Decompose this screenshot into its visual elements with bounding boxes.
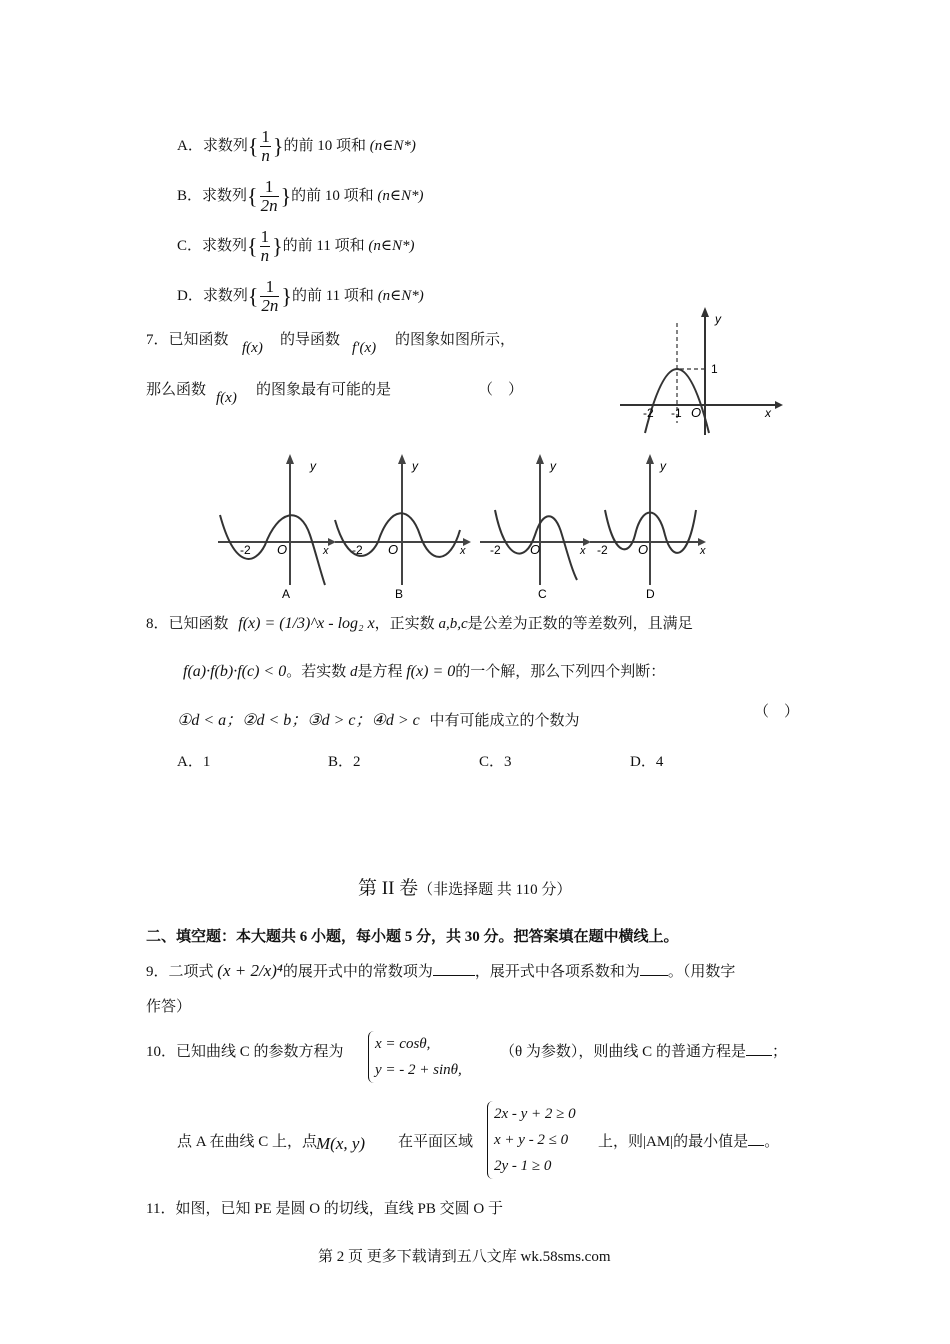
fig-tick-1: 1 (711, 362, 718, 376)
q7-bracket: （ ） (478, 382, 524, 398)
q9-line1: 9．二项式 (x + 2/x)⁴的展开式中的常数项为 ，展开式中各项系数和为 。（用数字 (146, 961, 736, 980)
derivative-graph (615, 305, 785, 440)
x-axis-arrow-icon (775, 401, 783, 409)
page-footer: 第 2 页 更多下载请到五八文库 wk.58sms.com (318, 1249, 611, 1265)
fig-x-label: x (765, 406, 771, 420)
q6-option-b: B．求数列{ $\frac{1}{2n}$ }的前 10 项和 (n∈N*) (177, 177, 424, 215)
q7-line1: 7．已知函数 (146, 332, 229, 348)
q7-line2b: 的图象最有可能的是 (256, 382, 392, 398)
choice-d-label: D (646, 587, 655, 601)
q8-option-c: C．3 (479, 754, 512, 770)
q8-option-a: A．1 (177, 754, 211, 770)
q11-text: 11．如图，已知 PE 是圆 O 的切线，直线 PB 交圆 O 于 (146, 1201, 503, 1217)
q10-constraints: 2x - y + 2 ≥ 0 x + y - 2 ≤ 0 2y - 1 ≥ 0 (487, 1101, 576, 1179)
fig-origin: O (691, 405, 702, 420)
y-axis-arrow-icon (701, 307, 709, 317)
q8-bracket: （ ） (754, 704, 800, 720)
q10-line2a: 点 A 在曲线 C 上，点 (177, 1134, 318, 1150)
svg-text:y: y (660, 459, 666, 473)
svg-text:O: O (277, 542, 288, 557)
q7-fx: f(x) (242, 340, 263, 356)
q10-line2b: 在平面区域 (398, 1134, 474, 1150)
choice-c-label: C (538, 587, 547, 601)
q8-line2: f(a)·f(b)·f(c) < 0。若实数 d是方程 f(x) = 0的一个解，那么下列四个判断： (183, 663, 666, 680)
q7-fpx: f′(x) (352, 340, 377, 356)
choice-graph-d (590, 454, 706, 601)
q7-line1b: 的导函数 (280, 332, 341, 348)
q10-line2c: 上，则|AM|的最小值是 。 (598, 1134, 780, 1150)
q6-option-a: A．求数列{ $\frac{1}{n}$ }的前 10 项和 (n∈N*) (177, 127, 416, 165)
svg-text:-2: -2 (352, 543, 363, 557)
q10-param-system: x = cosθ, y = - 2 + sinθ, (368, 1031, 462, 1083)
svg-text:x: x (323, 545, 329, 557)
q8-option-b: B．2 (328, 754, 361, 770)
choice-graph-a (218, 454, 336, 601)
svg-text:y: y (412, 459, 418, 473)
choice-b-label: B (395, 587, 404, 601)
fig-y-label: y (715, 312, 721, 326)
svg-text:O: O (638, 542, 649, 557)
q8-option-d: D．4 (630, 754, 664, 770)
choice-graphs (210, 450, 720, 605)
q8-line1: 8．已知函数 f(x) = (1/3)^x - log₂ x，正实数 a,b,c是公差为正数的等差数列，且满足 (146, 615, 693, 632)
y-arrow-icon (398, 454, 406, 464)
q6-option-c: C．求数列{ $\frac{1}{n}$ }的前 11 项和 (n∈N*) (177, 227, 415, 265)
q7-line2a: 那么函数 (146, 382, 207, 398)
svg-text:y: y (550, 459, 556, 473)
svg-text:y: y (310, 459, 316, 473)
section2-heading: 第 II 卷（非选择题 共 110 分） (358, 878, 572, 899)
q6-option-d: D．求数列{ $\frac{1}{2n}$ }的前 11 项和 (n∈N*) (177, 277, 424, 315)
choice-a-label: A (282, 587, 291, 601)
q7-line1c: 的图象如图所示， (395, 332, 516, 348)
svg-text:x: x (700, 545, 706, 557)
fig-tick-neg2: -2 (643, 406, 654, 420)
section2-instructions: 二、填空题：本大题共 6 小题，每小题 5 分，共 30 分。把答案填在题中横线上。 (146, 929, 679, 945)
y-arrow-icon (536, 454, 544, 464)
q8-line3: ①d < a；②d < b；③d > c；④d > c 中有可能成立的个数为 (177, 712, 580, 729)
q10-line1b: （θ 为参数），则曲线 C 的普通方程是 ； (500, 1044, 787, 1060)
svg-text:O: O (388, 542, 399, 557)
y-arrow-icon (646, 454, 654, 464)
choice-graph-b (335, 454, 471, 601)
svg-text:x: x (460, 545, 466, 557)
q10-point-m: M(x, y) (316, 1134, 366, 1153)
y-arrow-icon (286, 454, 294, 464)
svg-text:x: x (580, 545, 586, 557)
q10-line1a: 10．已知曲线 C 的参数方程为 (146, 1044, 344, 1060)
svg-text:-2: -2 (597, 543, 608, 557)
fig-tick-neg1: -1 (671, 406, 682, 420)
choice-graph-c (480, 454, 591, 601)
x-arrow-icon (328, 538, 336, 546)
q7-fx2: f(x) (216, 390, 237, 406)
q9-line2: 作答） (146, 999, 192, 1015)
svg-text:-2: -2 (490, 543, 501, 557)
svg-text:-2: -2 (240, 543, 251, 557)
svg-text:O: O (530, 542, 541, 557)
